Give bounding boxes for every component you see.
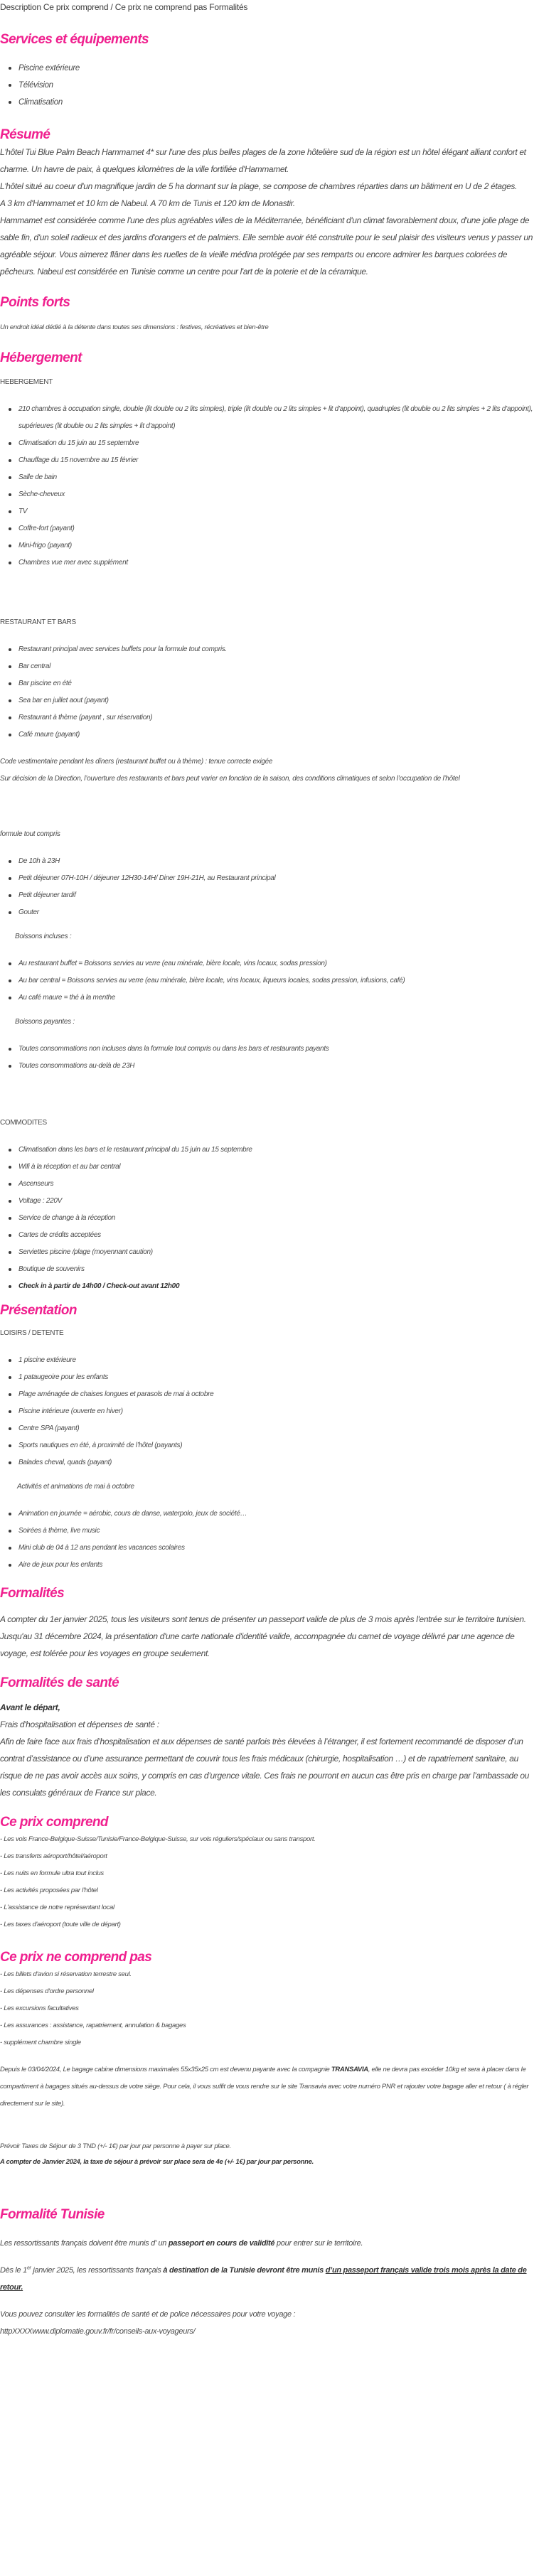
sante-avant: Avant le départ, bbox=[0, 1702, 60, 1712]
list-item: Serviettes piscine /plage (moyennant caution) bbox=[18, 1244, 539, 1261]
tunisie-p2: Dès le 1er janvier 2025, les ressortissants français à destination de la Tunisie devront être munis d’un passeport français valide trois mois après la date de retour. bbox=[0, 2265, 527, 2292]
list-item: Wifi à la réception et au bar central bbox=[18, 1159, 539, 1176]
list-item: Climatisation bbox=[18, 94, 539, 111]
list-item: Animation en journée = aérobic, cours de danse, waterpolo, jeux de société… bbox=[18, 1506, 539, 1523]
list-item: TV bbox=[18, 503, 539, 520]
checkin-item: Check in à partir de 14h00 / Check-out avant 12h00 bbox=[18, 1278, 539, 1295]
section-title-services: Services et équipements bbox=[0, 32, 149, 47]
activites-list bbox=[0, 1506, 539, 1574]
tab-description[interactable]: Description bbox=[0, 2, 41, 12]
boissons-payantes-list bbox=[0, 1041, 539, 1075]
section-title-formalites: Formalités bbox=[0, 1586, 65, 1601]
resume-text: L'hôtel Tui Blue Palm Beach Hammamet 4* sur l'une des plus belles plages de la zone hôtelière sud de la région est un hôtel élégant alliant confort et charme. Un havre de paix, à quelques kilomètres de la ville fortifiée d'Hammamet. L'hôtel situé au coeur d'un magnifique jardin de 5 ha donnant sur la plage, se compose de chambres réparties dans un bâtiment en U de 2 étages. A 3 km d'Hammamet et 10 km de Nabeul. A 70 km de Tunis et 120 km de Monastir. Hammamet est considérée comme l'une des plus agréables villes de la Méditerranée, bénéficiant d'un climat favorablement doux, d'une jolie plage de sable fin, d'un soleil radieux et des jardins d'orangers et de palmiers. Elle semble avoir été construite pour le seul plaisir des visiteurs venus y passer un agréable séjour. Vous aimerez flâner dans les ruelles de la vieille médina protégée par ses remparts ou encore admirer les barques colorées de pêcheurs. Nabeul est considérée en Tunisie comme un centre pour l'art de la poterie et de la céramique. bbox=[0, 147, 533, 277]
tab-prix[interactable]: Ce prix comprend / Ce prix ne comprend pas bbox=[43, 2, 208, 12]
section-title-tunisie: Formalité Tunisie bbox=[0, 2207, 105, 2222]
bagage-note: Depuis le 03/04/2024, Le bagage cabine dimensions maximales 55x35x25 cm est devenu payante avec la compagnie TRANSAVIA, elle ne devra pas excéder 10kg et sera à placer dans le compartiment à bagages situés au-dessus de votre siège. Pour cela, il vous suffit de vous rendre sur le site Transavia avec votre numéro PNR et rajouter votre bagage aller et retour ( à régler directement sur le site). bbox=[0, 2066, 529, 2108]
list-item: - L'assistance de notre représentant local bbox=[0, 1904, 114, 1911]
list-item: - Les assurances : assistance, rapatriement, annulation & bagages bbox=[0, 2022, 186, 2029]
section-title-presentation: Présentation bbox=[0, 1303, 77, 1318]
list-item: - Les billets d'avion si réservation terrestre seul. bbox=[0, 1970, 132, 1978]
list-item: - Les vols France-Belgique-Suisse/Tunisie/France-Belgique-Suisse, sur vols réguliers/spéciaux ou sans transport. bbox=[0, 1835, 316, 1843]
list-item: 1 piscine extérieure bbox=[18, 1352, 539, 1369]
direction-note-text: Sur décision de la Direction, l’ouverture des restaurants et bars peut varier en fonction de la saison, des conditions climatiques et selon l’occupation de l’hôtel bbox=[0, 775, 460, 783]
transavia-brand: TRANSAVIA bbox=[331, 2066, 368, 2073]
list-item: Soirées à thème, live music bbox=[18, 1523, 539, 1540]
list-item: Petit déjeuner tardif bbox=[18, 887, 539, 904]
list-item: - supplément chambre single bbox=[0, 2039, 81, 2046]
list-item: Sèche-cheveux bbox=[18, 486, 539, 503]
tunisie-p1: Les ressortissants français doivent être munis d' un passeport en cours de validité pour entrer sur le territoire. bbox=[0, 2239, 363, 2248]
loisirs-list bbox=[0, 1352, 539, 1471]
list-item: Climatisation dans les bars et le restaurant principal du 15 juin au 15 septembre bbox=[18, 1142, 539, 1159]
list-item: 210 chambres à occupation single, double (lit double ou 2 lits simples), triple (lit double ou 2 lits simples + lit d’appoint), quadruples (lit double ou 2 lits simples + 2 lits d’appoint), supérieures (lit double ou 2 lits simples + lit d’appoint) bbox=[18, 401, 539, 435]
list-item: Sports nautiques en été, à proximité de l’hôtel (payants) bbox=[18, 1437, 539, 1454]
comprend-list bbox=[0, 1831, 539, 1933]
list-item: Aire de jeux pour les enfants bbox=[18, 1557, 539, 1574]
list-item: - Les taxes d'aéroport (toute ville de départ) bbox=[0, 1921, 121, 1928]
tunisie-p3: Vous pouvez consulter les formalités de santé et de police nécessaires pour votre voyage : bbox=[0, 2310, 296, 2319]
section-title-hebergement: Hébergement bbox=[0, 350, 82, 365]
services-list bbox=[0, 60, 539, 111]
sante-text: Afin de faire face aux frais d’hospitalisation et aux dépenses de santé parfois très élevées à l’étranger, il est fortement recommandé de disposer d’un contrat d’assistance ou d’une assurance permettant de couvrir tous les frais médicaux (chirurgie, hospitalisation …) et de rapatriement sanitaire, au risque de ne pas avoir accès aux soins, y compris en cas d’urgence vitale. Ces frais ne pourront en aucun cas être pris en charge par l’ambassade ou les consulats généraux de France sur place. bbox=[0, 1737, 529, 1798]
tab-bar bbox=[0, 0, 539, 14]
list-item: Bar piscine en été bbox=[18, 675, 539, 692]
list-item: 1 pataugeoire pour les enfants bbox=[18, 1369, 539, 1386]
section-title-comprend: Ce prix comprend bbox=[0, 1815, 108, 1830]
list-item: Toutes consommations au-delà de 23H bbox=[18, 1058, 539, 1075]
commodites-list bbox=[0, 1142, 539, 1295]
boissons-incluses-list bbox=[0, 955, 539, 1007]
list-item: Coffre-fort (payant) bbox=[18, 520, 539, 537]
list-item: Petit déjeuner 07H-10H / déjeuner 12H30-14H/ Diner 19H-21H, au Restaurant principal bbox=[18, 870, 539, 887]
list-item: Climatisation du 15 juin au 15 septembre bbox=[18, 435, 539, 452]
list-item: Mini club de 04 à 12 ans pendant les vacances scolaires bbox=[18, 1540, 539, 1557]
section-title-points-forts: Points forts bbox=[0, 295, 70, 310]
tab-formalites[interactable]: Formalités bbox=[209, 2, 248, 12]
section-title-sante: Formalités de santé bbox=[0, 1675, 119, 1690]
restaurant-list bbox=[0, 641, 539, 744]
list-item: Gouter bbox=[18, 904, 539, 921]
list-item: - Les transferts aéroport/hôtel/aéroport bbox=[0, 1852, 107, 1860]
list-item: Au café maure = thé à la menthe bbox=[18, 989, 539, 1007]
list-item: Piscine extérieure bbox=[18, 60, 539, 77]
list-item: Boutique de souvenirs bbox=[18, 1261, 539, 1278]
ne-comprend-list bbox=[0, 1966, 539, 2051]
list-item: - Les excursions facultatives bbox=[0, 2005, 79, 2012]
list-item: Télévision bbox=[18, 77, 539, 94]
list-item: - Les activités proposées par l'hôtel bbox=[0, 1887, 98, 1894]
list-item: Salle de bain bbox=[18, 469, 539, 486]
list-item: Mini-frigo (payant) bbox=[18, 537, 539, 554]
formalites-text: A compter du 1er janvier 2025, tous les visiteurs sont tenus de présenter un passeport valide de plus de 3 mois après l'entrée sur le territoire tunisien. Jusqu'au 31 décembre 2024, la présentation d'une carte nationale d'identité valide, accompagnée du carnet de voyage délivré par une agence de voyage, est tolérée pour les voyages en groupe seulement. bbox=[0, 1614, 526, 1658]
loisirs-subtitle: LOISIRS / DETENTE bbox=[0, 1329, 64, 1337]
points-forts-text: Un endroit idéal dédié à la détente dans toutes ses dimensions : festives, récréatives et bien-être bbox=[0, 323, 269, 331]
list-item: Cartes de crédits acceptées bbox=[18, 1227, 539, 1244]
list-item: Centre SPA (payant) bbox=[18, 1420, 539, 1437]
section-title-ne-comprend: Ce prix ne comprend pas bbox=[0, 1950, 152, 1965]
activites-title: Activités et animations de mai à octobre bbox=[17, 1483, 134, 1491]
list-item: Bar central bbox=[18, 658, 539, 675]
dress-code-text: Code vestimentaire pendant les dîners (restaurant buffet ou à thème) : tenue correcte exigée bbox=[0, 758, 273, 766]
formule-subtitle: formule tout compris bbox=[0, 830, 60, 838]
list-item: De 10h à 23H bbox=[18, 853, 539, 870]
hebergement-subtitle: HEBERGEMENT bbox=[0, 378, 53, 386]
taxe-sejour-2024-note: A compter de Janvier 2024, la taxe de séjour à prévoir sur place sera de 4e (+/- 1€) par jour par personne. bbox=[0, 2158, 314, 2166]
list-item: Plage aménagée de chaises longues et parasols de mai à octobre bbox=[18, 1386, 539, 1403]
taxe-sejour-note: Prévoir Taxes de Séjour de 3 TND (+/- 1€) par jour par personne à payer sur place. bbox=[0, 2142, 231, 2150]
list-item: Ascenseurs bbox=[18, 1176, 539, 1193]
hebergement-list bbox=[0, 401, 539, 571]
list-item: - Les dépenses d'ordre personnel bbox=[0, 1987, 94, 1995]
list-item: - Les nuits en formule ultra tout inclus bbox=[0, 1869, 104, 1877]
list-item: Piscine intérieure (ouverte en hiver) bbox=[18, 1403, 539, 1420]
formule-list bbox=[0, 853, 539, 921]
commodites-subtitle: COMMODITES bbox=[0, 1119, 47, 1127]
list-item: Restaurant principal avec services buffets pour la formule tout compris. bbox=[18, 641, 539, 658]
sante-frais-title: Frais d'hospitalisation et dépenses de santé : bbox=[0, 1719, 159, 1729]
list-item: Service de change à la réception bbox=[18, 1210, 539, 1227]
list-item: Café maure (payant) bbox=[18, 726, 539, 744]
list-item: Chambres vue mer avec supplément bbox=[18, 554, 539, 571]
list-item: Balades cheval, quads (payant) bbox=[18, 1454, 539, 1471]
section-title-resume: Résumé bbox=[0, 127, 50, 142]
restaurant-subtitle: RESTAURANT ET BARS bbox=[0, 618, 76, 626]
list-item: Au bar central = Boissons servies au verre (eau minérale, bière locale, vins locaux, liqueurs locales, sodas pression, infusions, café) bbox=[18, 972, 539, 989]
boissons-incluses-title: Boissons incluses : bbox=[15, 933, 72, 940]
list-item: Toutes consommations non incluses dans la formule tout compris ou dans les bars et restaurants payants bbox=[18, 1041, 539, 1058]
list-item: Sea bar en juillet aout (payant) bbox=[18, 692, 539, 709]
list-item: Chauffage du 15 novembre au 15 février bbox=[18, 452, 539, 469]
list-item: Au restaurant buffet = Boissons servies au verre (eau minérale, bière locale, vins locaux, sodas pression) bbox=[18, 955, 539, 972]
list-item: Voltage : 220V bbox=[18, 1193, 539, 1210]
diplomatie-link[interactable]: httpXXXXwww.diplomatie.gouv.fr/fr/conseils-aux-voyageurs/ bbox=[0, 2327, 196, 2336]
boissons-payantes-title: Boissons payantes : bbox=[15, 1018, 75, 1026]
list-item: Restaurant à thème (payant , sur réservation) bbox=[18, 709, 539, 726]
